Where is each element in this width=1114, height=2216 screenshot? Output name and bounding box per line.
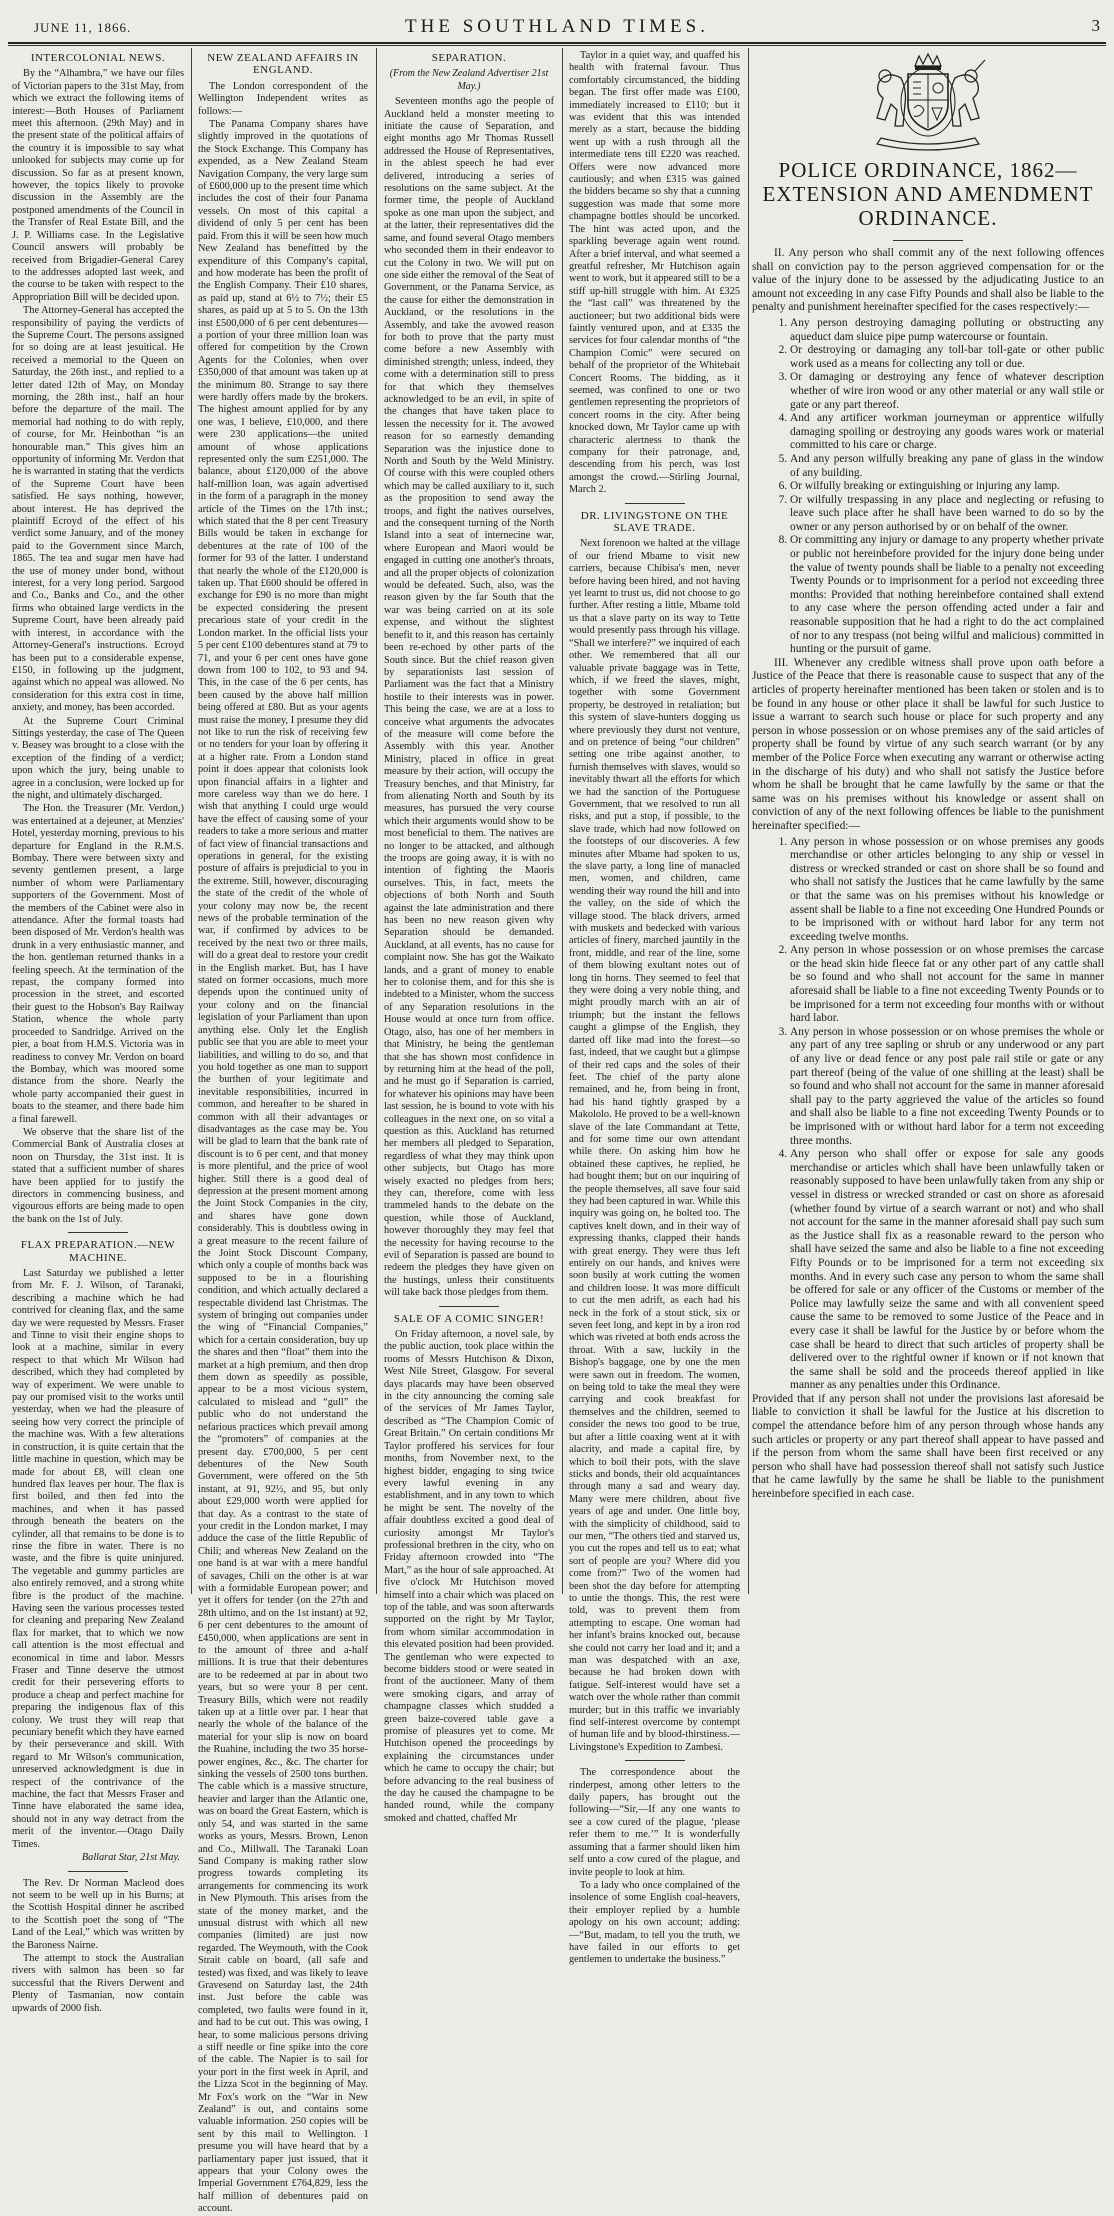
ordinance-clause: 4. Any person who shall offer or expose for sale any goods merchandise or articles which shall have been unlawfully taken or reasonably supposed to have been unlawfully taken from any ship or vessel in distress or wrecked stranded or cast on shore as aforesaid (whether found by virtue of a search warrant or not) and who shall not account for the same in the manner aforesaid shall pay such sum as the Justice shall fix as a reasonable reward to the person who shall have seized the same and also be liable to a fine not exceeding Fifty Pounds or to be imprisoned for a term not exceeding six months. And in every such case any person to whom the same shall be offered for sale or any officer of the Customs or member of the Police may lawfully seize the same and with all convenient speed cause the same to be removed to some Justice of the Peace and in every case it shall be lawful for the Justice by or before whom the case shall be heard to direct that such articles of property shall be delivered over to the rightful owner if known or if not known that the same shall be sold and the proceeds thereof applied in like manner as any penalties under this Ordinance. [790, 1148, 1104, 1393]
newspaper-title: THE SOUTHLAND TIMES. [405, 16, 709, 37]
livingstone-body [569, 538, 740, 1754]
masthead-rule [8, 45, 1106, 46]
column-4 [569, 50, 740, 1966]
column-rule [376, 48, 377, 1594]
article-paragraph: Seventeen months ago the people of Auckland held a monster meeting to initiate the cause of Separation, and eight months ago Mr Thomas Russell addressed the House of Representatives, in the ablest speech he had ever delivered, introducing a series of resolutions on the same subject. At the former time, the people of Auckland spoke as one man upon the subject, and at the latter, their representatives did the same, and found several Otago members who seconded them in their endeavor to cut the Colony in two. We will put on one side either the removal of the Seat of Government, or the Panama Service, as the cause for either the demonstration in Auckland, or the resolutions in the Assembly, and take the avowed reason for both to prove that the party must come before a new Assembly with diminished strength; unless, indeed, they come with a determination still to press for that which they themselves acknowledged to be an evil, in spite of the changes that have taken place to lessen the necessity for it. The avowed reason for so earnestly demanding Separation was the injustice done to North and South by the Weld Ministry. Of course with this were coupled others which may be called auxiliary to it, such as the proposition to send away the troops, and fight the natives ourselves, and the consequent turning of the North Island into a seat of internecine war, where European and Maori would be engaged in cutting one another's throats, and all the proper objects of colonization would be defeated. Such, also, was the reason given by the far South that the war was being carried on at its sole expense, and without the slightest benefit to it, and this reason has certainly been re-echoed by other parts of the South since. But the chief reason given by separationists last session of Parliament was the fact that a Ministry hostile to their interests was in power. This being the case, we are at a loss to conceive what arguments the advocates of the measure will come before the Assembly with this year. Another Ministry, placed in office in great measure by their action, will occupy the Treasury benches, and that Ministry, far from alienating North and South by its measures, has pursued the very course which their arguments would show to be most beneficial to them. The natives are no longer to be attacked, and although the troops are going away, it is with no intention of fighting the Maoris ourselves. This, in fact, meets the objections of both North and South against the late administration and there has been no new reason given why Separation should be demanded. Auckland, at all events, has no cause for complaint now. She has got the Waikato lands, and a grant of money to enable her to colonise them, and for this she is indebted to a Minister, whom the success of any Separation resolutions in the House would at once turn from office. Otago, also, has one of her members in that Ministry, he being the gentleman that she has shown most confidence in by returning him at the head of the poll, and he must go if Separation is carried, for whatever his opinions may have been last session, he is bound to vote with his colleagues in the next one, on so vital a question as this. Auckland has returned her members all pledged to Separation, regardless of what they may think upon other subjects, but Otago has more wisely exacted no pledges from hers; they can, therefore, come with less trammeled hands to the debate on the question, while those of Auckland, however thoroughly they may feel that the necessity for having recourse to the evil of Separation is passed are bound to redeem the pledges they have given on the hustings, unless their constituents will take back those pledges from them. [384, 96, 554, 1299]
intercolonial-news-body [12, 68, 184, 1226]
ordinance-clause: 1. Any person destroying damaging polluting or obstructing any aqueduct dam sluice pipe pump watercourse or fountain. [790, 317, 1104, 344]
column-3 [384, 50, 554, 1824]
ordinance-section-2-list [752, 317, 1104, 657]
ordinance-clause: 3. Or damaging or destroying any fence of whatever description whether of wire iron wood or any other material or any wall stile or gate or any part thereof. [790, 371, 1104, 412]
article-paragraph: The London correspondent of the Wellington Independent writes as follows:— [198, 80, 368, 117]
separation-source: (From the New Zealand Advertiser 21st May.) [389, 68, 549, 92]
section-divider [439, 1306, 499, 1307]
heading-separation: SEPARATION. [431, 52, 507, 64]
column-rule [748, 48, 749, 1594]
article-paragraph: The Hon. the Treasurer (Mr. Verdon,) was entertained at a dejeuner, at Menzies' Hotel, yesterday morning, previous to his departure for England in the R.M.S. Bombay. There were between sixty and seventy gentlemen present, a large number of whom were Parliamentary supporters of the Government. Most of the members of the Cabinet were also in attendance. After the formal toasts had been disposed of Mr. Verdon's health was drunk in a very enthusiastic manner, and the hon. gentleman returned thanks in a feeling speech. At the termination of the repast, the company formed into procession in the street, and escorted their guest to the Hobson's Bay Railway Station, whence the whole party proceeded to Sandridge. Arrived on the pier, a boat from H.M.S. Victoria was in readiness to convey Mr. Verdon on board the Bombay, which was moored some distance from the shore. Nearly the whole party accompanied their guest in boats to the steamer, and there bade him a final farewell. [12, 803, 184, 1125]
article-paragraph: The Panama Company shares have slightly improved in the quotations of the Stock Exchange. This Company has expended, as a New Zealand Steam Navigation Company, the very large sum of £600,000 up to the present time which includes the cost of their four Panama vessels. On most of this capital a dividend of only 5 per cent has been paid. From this it will be seen how much New Zealand has benefitted by the expenditure of this Company's capital, and how moderate has been the profit of the English Company. Their £10 shares, as paid up, stand at 6½ to 7½; their £5 shares, as paid up at 5 to 5. On the 13th inst £500,000 of 6 per cent debentures—a portion of your three million loan was offered for competition by the Crown Agents for the Colonies, when over £350,000 of that amount was taken up at the minimum 80. Strange to say there were hardly offers made by the brokers. The highest amount applied for by any one was, I believe, £10,000, and there were 230 applications—the united amount of whose applications represented only the sum £251,000. The balance, about £120,000 of the above half-million loan, was again advertised in the form of a paragraph in the money article of the Times on the 17th inst.; which stated that the 8 per cent Treasury Bills would be taken in exchange for debentures at the rate of 100 of the former for 93 of the latter. I understand that nearly the whole of the £120,000 is taken up. That £600 should be offered in exchange for £90 is no more than might be expected considering the present precarious state of your credit in the London market. In the official lists your 5 per cent £100 debentures stand at 79 to 71, and your 6 per cent ones have gone down from 100 to 102, to 93 and 94. This, in the case of the 6 per cents, has been caused by the above half million being offered at £80. But as your agents must raise the money, I presume they did not like to run the risk of receiving few or no tenders for your loan by offering it at a higher rate. From a London stand point it does appear that colonists look upon financial affairs in a lighter and more careless way than we do here. I wish that anything I could urge would have the effect of causing some of your readers to take a more serious and matter of fact view of financial transactions and operations in general, for the existing posture of affairs is prejudicial to you in the extreme. Still, however, discouraging the state of the credit of the whole of your colony may now be, the recent news of the probable termination of the war, if confirmed by advices to be received by the next two or three mails, will do a great deal to restore your credit in the English market. But, has I have stated on former occasions, much more depends upon the continued unity of your colony and on the financial legislation of your Parliament than upon anything else. Only let the English public see that you are able to meet your liabilities, and willing to do so, and that you hold together as one man to support the burthen of your legitimate and inevitable responsibilities, incurred in common, and hereafter to be shared in common with all their advantages or disadvantages as the case may be. You will be glad to learn that the bank rate of discount is to 6 per cent, and that money is more plentiful, and the price of wool higher. Still there is a good deal of depression at the present moment among the Joint Stock Companies in the city, and shares have gone down considerably. This is doubtless owing in a great measure to the recent failure of the Joint Stock Discount Company, which only a couple of months back was supposed to be in a flourishing condition, and which actually declared a respectable dividend last Christmas. The system of bringing out companies under the wing of “Financial Companies,” which for a certain consideration, buy up the shares and then “float” them into the market at a high premium, and then drop them down as speedily as possible, appear to be a most vicious system, calculated to mislead and “gull” the public who do not understand the nefarious practices which prevail among the “promoters” of companies at the present day. £700,000, 5 per cent debentures of the New South Government, were offered on the 5th instant, at 91, 92½, and 95, but only about £29,000 worth were applied for that day. As a contrast to the state of your credit in the London market, I may adduce the case of the little Republic of Chili; and whereas New Zealand on the one hand is at war with a mere handful of savages, Chili on the other is at war with a formidable European power; and yet it offers for tender (on the 27th and 28th ultimo, and on the 1st instant) at 92, 6 per cent debentures to the amount of £450,000, when applications are sent in to the amount of three and a-half millions. It is true that their debentures are to be redeemed at par in about two years, but so were your 8 per cent. Treasury Bills, which were not readily taken up at a little over par. I hear that nearly the whole of the balance of the material for your slip is now on board the Ruahine, including the two 35 horse-power engines, &c., &c. The charter for sinking the vessels of 2500 tons burthen. The cable which is a massive structure, heavier and larger than the Atlantic one, was on board the Great Eastern, which is only 54, and was started in the same works as yours, Messrs. Brown, Lenon and Co., Millwall. The Taranaki Loan Sand Company is making rather slow progress towards completing its arrangements for commencing its work in New Plymouth. This arises from the state of the money market, and the unusual distrust with which all new companies (limited) are just now regarded. The Weymouth, with the Cook Strait cable on board, (all safe and tested) was fixed, and was likely to leave Gravesend on Saturday last, the 24th inst. Just before the cable was completed, two faults were found in it, and had to be cut out. This was owing, I hear, to some malicious persons driving a stiff needle or fine spike into the core of the cable. The Napier is to sail for your port in the first week in April, and the Lizza Scot in the beginning of May. Mr Fox's work on the “War in New Zealand” is out, and contains some valuable information. 250 copies will be sent by this mail to Wellington. I presume you will have heard that by a parliamentary paper just issued, that it appears that your Colony owes the Imperial Government £764,829, less the half million of debentures paid on account. [198, 119, 368, 2215]
section-divider [68, 1871, 128, 1872]
section-divider [68, 1232, 128, 1233]
ordinance-body [752, 247, 1104, 1502]
article-paragraph: To a lady who once complained of the insolence of some English coal-heavers, their employer replied by a humble apology on his own account; adding:—“But, madam, to tell you the truth, we have failed in our efforts to get gentlemen to undertake the business.” [569, 1879, 740, 1966]
article-paragraph: At the Supreme Court Criminal Sittings yesterday, the case of The Queen v. Beasey was brought to a close with the exception of the finding of a verdict; upon which the jury, being unable to agree in a conclusion, were locked up for the night, and ultimately discharged. [12, 715, 184, 801]
column-1 [12, 50, 184, 2014]
masthead [8, 14, 1106, 44]
ordinance-clause: 2. Or destroying or damaging any toll-bar toll-gate or other public work used as a means for collecting any toll or due. [790, 344, 1104, 371]
miscellany-body [12, 1878, 184, 2015]
ordinance-section-3: III. Whenever any credible witness shall prove upon oath before a Justice of the Peace that there is reasonable cause to suspect that any of the articles of property hereinafter mentioned has been taken or stolen and is to be found in any house or other place it shall be lawful for such Justice to issue a warrant to search such house or place for such property and any person in whose possession or on whose premises any of the said articles of property shall be found by virtue of any such search warrant (or by any member of the Police Force when executing any warrant or otherwise acting in the discharge of his duty) and who shall not satisfy the Justice before whom he shall be brought that he came lawfully by the same or that the same was on his premises without his knowledge or assent shall on conviction of any of the next following offences be liable to the punishment hereinafter specified:— [752, 656, 1104, 832]
ordinance-clause: 2. Any person in whose possession or on whose premises the carcase or the head skin hide fleece fat or any other part of any cattle shall be so found and who shall not account for the same in manner aforesaid shall be liable to a fine not exceeding Twenty Pounds or to be imprisoned for a term not exceeding four months with or without hard labor. [790, 944, 1104, 1026]
ordinance-title: POLICE ORDINANCE, 1862—EXTENSION AND AMENDMENT ORDINANCE. [762, 158, 1094, 230]
heading-intercolonial-news: INTERCOLONIAL NEWS. [30, 52, 166, 64]
article-paragraph: By the “Alhambra,” we have our files of Victorian papers to the 31st May, from which we extract the following items of interest:—Both Houses of Parliament meet this afternoon. (29th May) and in the present state of the political affairs of the country it is impossible to say what unlooked for subjects may come up for discussion. So far as at present known, however, the topics likely to provoke discussion in the Assembly are the postponed amendments of the Council in the Transfer of Real Estate Bill, and the J. P. Williams case. In the Legislative Council answers will probably be received from Brigadier-General Carey to the addresses adopted last week, and the course to be taken with respect to the Appropriation Bill will be decided upon. [12, 68, 184, 303]
article-paragraph: The attempt to stock the Australian rivers with salmon has been so far successful that the Rivers Derwent and Plenty of Tasmanian, now contain upwards of 2000 fish. [12, 1952, 184, 2014]
article-paragraph: We observe that the share list of the Commercial Bank of Australia closes at noon on Thursday, the 31st inst. It is stated that a sufficient number of shares have been applied for to justify the directors in commencing business, and vigourous efforts are being made to open the bank on the 1st of July. [12, 1126, 184, 1225]
article-paragraph: The correspondence about the rinderpest, among other letters to the daily papers, has brought out the following—“Sir,—If any one wants to see a cow cured of the plague, ‘please refer them to me.’” It is wonderfully assuming that a farmer should liken him self unto a cow cured of the plague, and invite people to look at him. [569, 1767, 740, 1878]
ordinance-section-2: II. Any person who shall commit any of the next following offences shall on conviction pay to the person aggrieved compensation for or the value of the injury done to be assessed by the adjudicating Justice to an amount not exceeding in any case Fifty Pounds and shall also be liable to the penalty and punishment hereinafter specified for the cases respectively:— [752, 247, 1104, 314]
column-5-ordinance [752, 50, 1104, 1594]
column-rule [191, 48, 192, 1594]
flax-source-signature: Ballarat Star, 21st May. [81, 1852, 180, 1864]
section-divider [625, 503, 685, 504]
flax-preparation-body [12, 1268, 184, 1851]
column-rule [562, 48, 563, 1594]
article-paragraph: Taylor in a quiet way, and quaffed his health with fraternal favour. Thus comfortably circumstanced, the bidding began. The first offer made was £100, immediately increased to £110; but it was evident that this was intended merely as a start, because the bidding went up with a rush through all the intermediate tens till £220 was reached. Offers were now advanced more cautiously; and when £315 was gained the bidders became so shy that a cunning suggestion was made that some more champagne bottles should be uncorked. The hint was acted upon, and the sparkling beverage again went round. After a brief interval, and what seemed a greatful refresher, Mr Hutchison again went to work, but it appeared still to be a stiff up-hill struggle with him. At £325 the “last call” was threatened by the auctioneer; but two additional bids were faintly ventured upon, and at £335 the services for four calendar months of “the Champion Comic” were secured on behalf of the proprietor of the Whitebait Concert Rooms. The bidding, as it seemed, was confined to one or two gentlemen representing the proprietors of concert rooms in the city. After being knocked down, Mr Taylor came up with characteric alertness to thank the company for their patronage, and, descending from his perch, was lost amongst the crowd.—Stirling Journal, March 2. [569, 50, 740, 496]
article-paragraph: Last Saturday we published a letter from Mr. F. J. Wilson, of Taranaki, describing a machine which he had contrived for cleaning flax, and the same day we were requested by Messrs. Fraser and Tinne to visit their engine shops to look at a machine, similar in every respect to that which Mr Wilson had described, which they had completed by way of experiment. We were unable to pay our promised visit to the works until yesterday, when we had the pleasure of seeing how very correct the principle of the machine was. With a few alterations in construction, it is quite certain that the little machine in question, which may be made for about £8, will clean one hundred flax leaves per hour. The flax is first boiled, and then fed into the machines, and when it has passed through beneath the beaters on the cylinder, all that remains to be done is to rinse the fibre in water. There is no waste, and the fibre is quite uninjured. The vegetable and gummy particles are also entirely removed, and a strong white fibre is the product of the machine. Having seen the various processes tested for cleaning and preparing New Zealand flax for market, that to which we now call attention is the most effectual and economical in time and labor. Messrs Fraser and Tinne deserve the utmost credit for their persevering efforts to produce a cheap and perfect machine for preparing the indigenous flax of this colony. We trust they will reap that pecuniary benefit which they have earned by their perseverance and skill. With regard to Mr Wilson's communication, unreserved acknowledgment is due in respect of the contrivance of the machine, the fact that Messrs Fraser and Tinne have elaborated the same idea, should not in any way detract from the merit of the inventor.—Otago Daily Times. [12, 1268, 184, 1850]
comic-singer-continued [569, 50, 740, 497]
page-number: 3 [1091, 16, 1100, 35]
ordinance-section-3-list [752, 836, 1104, 1393]
ordinance-clause: 7. Or wilfully trespassing in any place and neglecting or refusing to leave such place after he shall have been warned to do so by the owner or any person authorised by or on behalf of the owner. [790, 494, 1104, 535]
article-paragraph: The Attorney-General has accepted the responsibility of paying the verdicts of the Supreme Court. The persons assigned for so doing are at least jesuitical. He received a memorial to the Queen on Saturday, the 26th inst., and replied to a letter dated 12th of May, on Monday morning, the 28th inst., half an hour before the departure of the mail. The memorial had nothing to do with reply, of course, for Mr. Heinbothan “is an honourable man.” This gives him an opportunity of informing Mr. Verdon that he is warranted in stating that the verdicts of the Supreme Court have been satisfied. He says nothing, however, about interest. He has deprived the plaintiff Ecroyd of the effect of his verdict some January, and of the money paid to the Government since March, 1865. The tea and sugar men have had the use of money under bond, without interest, for a very long period. Sargood and Co., Banks and Co., and the other firms who obtained large verdicts in the Supreme Court, have been already paid with interest, in accordance with the Attorney-General's instructions. Ecroyd has been put to a considerable expense, £150, in following up the judgment, against which no appeal was allowed. No consideration for this extra cost in time, anxiety, and money, has been accorded. [12, 305, 184, 714]
ordinance-clause: 6. Or wilfully breaking or extinguishing or injuring any lamp. [790, 480, 1104, 494]
column-2 [198, 50, 368, 2215]
new-zealand-affairs-body [198, 81, 368, 2216]
article-paragraph: Next forenoon we halted at the village of our friend Mbame to visit new carriers, because Chibisa's men, never before having been hired, and not having yet learnt to trust us, did not choose to go further. After resting a little, Mbame told us that a slave party on its way to Tette would presently pass through his village. “Shall we interfere?” we inquired of each other. We remembered that all our valuable private baggage was in Tette, which, if we freed the slaves, might, together with some Government property, be destroyed in retaliation; but this system of slave-hunters dogging us where previously they durst not venture, and on pretence of being “our children” setting one tribe against another, to furnish themselves with slaves, would so inevitably thwart all the efforts for which we had the sanction of the Portuguese Government, that we resolved to run all risks, and put a stop, if possible, to the slave trade, which had now followed on the footsteps of our discoveries. A few minutes after Mbame had spoken to us, the slave party, a long line of manacled men, women, and children, came wending their way round the hill and into the valley, on the side of which the village stood. The black drivers, armed with muskets and bedecked with various articles of finery, marched jauntily in the front, middle, and rear of the line, some of them blowing exultant notes out of long tin horns. They seemed to feel that they were doing a very noble thing, and might proudly march with an air of triumph; but the instant the fellows caught a glimpse of the English, they darted off like mad into the forest—so fast, indeed, that we caught but a glimpse of their red caps and the soles of their feet. The chief of the party alone remained, and he, from being in front, had his hand tightly grasped by a Makololo. He proved to be a well-known slave of the late Commandant at Tette, and for some time our own attendant while there. On asking him how he obtained these captives, he replied, he had bought them; but on our inquiring of the people themselves, all save four said they had been captured in war. While this inquiry was going on, he bolted too. The captives knelt down, and in their way of expressing thanks, clapped their hands with great energy. They were thus left entirely on our hands, and knives were soon busily at work cutting the women and children loose. It was more difficult to cut the men adrift, as each had his neck in the fork of a stout stick, six or seven feet long, and kept in by a iron rod which was riveted at both ends across the throat. With a saw, luckily in the Bishop's baggage, one by one the men were sawn out in freedom. The women, on being told to take the meal they were carrying and cook breakfast for themselves and the children, seemed to consider the news too good to be true, but after a little coaxing went at it with alacrity, and made a capital fire, by which to boil their pots, with the slave sticks and bonds, their old acquaintances through many a sad and weary day. Many were mere children, about five years of age and under. One little boy, with the simplicity of childhood, said to our men, “The others tied and starved us, you cut the ropes and tell us to eat; what sort of people are you? Where did you come from?” Two of the women had been shot the day before for attempting to untie the thongs. This, the rest were told, was to prevent them from attempting to escape. One woman had her infant's brains knocked out, because she could not carry her load and it; and a man was despatched with an axe, because he had broken down with fatigue. Self-interest would have set a watch over the whole rather than commit murder; but in this traffic we invariably find self-interest overcome by contempt of human life and by blood-thirstiness.—Livingstone's Expedition to Zambesi. [569, 538, 740, 1753]
royal-coat-of-arms-icon [752, 52, 1104, 152]
ordinance-clause: 8. Or committing any injury or damage to any property whether private or public not hereinbefore provided for the injury done being under the value of twenty pounds shall be liable to a penalty not exceeding Twenty Pounds or to imprisonment for a period not exceeding three months: Provided that nothing hereinbefore contained shall extend to any case where the person offending acted under a fair and reasonable supposition that he had a right to do the act complained of nor to any trespass (not being wilful and malicious) committed in hunting or the pursuit of game. [790, 534, 1104, 656]
comic-singer-body [384, 1329, 554, 1825]
heading-sale-of-comic-singer: SALE OF A COMIC SINGER! [393, 1312, 545, 1325]
article-paragraph: The Rev. Dr Norman Macleod does not seem to be well up in his Burns; at the Scottish Hospital dinner he ascribed to the Scottish poet the song of “The Land of the Leal,” which was written by the Baroness Nairne. [12, 1877, 184, 1951]
section-divider [625, 1760, 685, 1761]
ordinance-proviso: Provided that if any person shall not under the provisions last aforesaid be liable to conviction it shall be lawful for the Justice at his discretion to compel the attendance before him of any person through whose hands any such articles or property or any part thereof shall appear to have passed and if the person from whom the same shall have been first received or any person who shall have had possession thereof shall not satisfy such Justice that he came lawfully by the same he shall be liable to the punishment hereinbefore specified in each case. [752, 1392, 1104, 1501]
ordinance-clause: 4. And any artificer workman journeyman or apprentice wilfully damaging spoiling or destroying any goods wares work or material committed to his care or charge. [790, 412, 1104, 453]
ordinance-clause: 3. Any person in whose possession or on whose premises the whole or any part of any tree sapling or shrub or any underwood or any part of any live or dead fence or any post pale rail stile or gate or any part thereof (being of the value of one shilling at the least) shall be so found and who shall not account for the same in manner aforesaid shall pay to the party aggrieved the value of the articles so found and shall also be liable to a fine not exceeding Twenty Pounds or to be imprisoned with or without hard labor for a term not exceeding three months. [790, 1026, 1104, 1148]
article-paragraph: On Friday afternoon, a novel sale, by the public auction, took place within the rooms of Messrs Hutchison & Dixon, West Nile Street, Glasgow. For several days placards may have been observed in the city announcing the coming sale of the services of Mr James Taylor, described as “The Champion Comic of Great Britain.” On certain conditions Mr Taylor proffered his services for four months, from November next, to the highest bidder, engaging to sing twice every lawful evening in any establishment, and in any town to which he might be sent. The novelty of the affair doubtless excited a good deal of curiosity amongst Mr Taylor's professional brethren in the city, who on Friday afternoon crowded into “The Mart,” as the hour of sale approached. At five o'clock Mr Hutchison moved himself into a chair which was placed on top of the table, and was soon afterwards supported on the right by Mr Taylor, from whom similar accommodation in this elevated position had been provided. The gentleman who were expected to become bidders stood or were seated in front of the auctioneer. Many of them were smoking cigars, and array of champagne classes which studded a green baize-covered table gave a promise of pleasures yet to come. Mr Hutchison opened the proceedings by explaining the circumstances under which he came to occupy the chair; but before advancing to the real business of the day he caused the champagne to be handed round, while the company smoked and chatted, chaffed Mr [384, 1329, 554, 1824]
heading-new-zealand-affairs: NEW ZEALAND AFFAIRS IN ENGLAND. [207, 52, 359, 77]
heading-flax-preparation: FLAX PREPARATION.—NEW MACHINE. [20, 1239, 176, 1264]
separation-body [384, 96, 554, 1299]
heading-livingstone-slave-trade: DR. LIVINGSTONE ON THE SLAVE TRADE. [580, 509, 729, 535]
ordinance-clause: 1. Any person in whose possession or on whose premises any goods merchandise or other articles belonging to any ship or vessel in distress or wrecked stranded or cast on shore shall be so found and who shall not satisfy the Justices that he came lawfully by the same or that the same was on his premises without his knowledge or assent shall be liable to a fine not exceeding One Hundred Pounds or to be imprisoned with or without hard labor for any term not exceeding twelve months. [790, 836, 1104, 945]
section-divider [893, 240, 963, 241]
ordinance-clause: 5. And any person wilfully breaking any pane of glass in the window of any building. [790, 453, 1104, 480]
issue-date: JUNE 11, 1866. [34, 20, 132, 35]
miscellany-body-2 [569, 1767, 740, 1967]
